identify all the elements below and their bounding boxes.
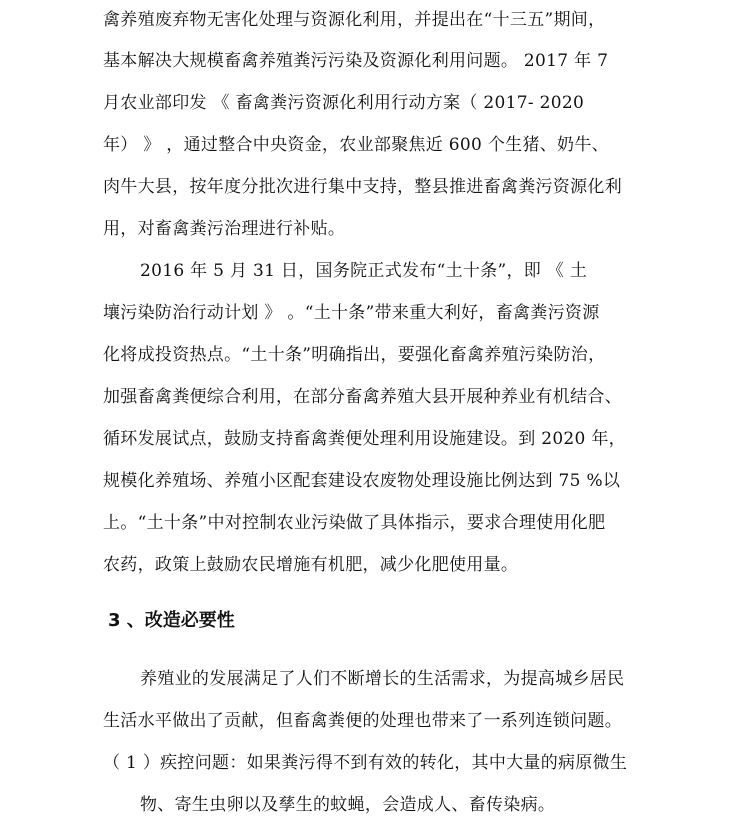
paragraph-3-line-1: 养殖业的发展满足了人们不断增长的生活需求，为提高城乡居民 [140, 669, 625, 689]
paragraph-1-line-4: 年） 》 ，通过整合中央资金，农业部聚焦近 600 个生猪、奶牛、 [103, 135, 609, 155]
paragraph-2-line-8: 农药，政策上鼓励农民增施有机肥，减少化肥使用量。 [103, 555, 519, 575]
paragraph-2-line-6: 规模化养殖场、养殖小区配套建设农废物处理设施比例达到 75 %以 [103, 471, 621, 491]
paragraph-1-line-2: 基本解决大规模畜禽养殖粪污污染及资源化利用问题。 2017 年 7 [103, 51, 609, 71]
section-heading: 3 、改造必要性 [108, 610, 235, 631]
paragraph-1-line-1: 禽养殖废弃物无害化处理与资源化利用，并提出在“十三五”期间， [103, 10, 606, 30]
paragraph-3-line-3: （ 1 ）疾控问题：如果粪污得不到有效的转化，其中大量的病原微生 [103, 753, 628, 773]
paragraph-2-line-1: 2016 年 5 月 31 日，国务院正式发布“土十条”，即 《 土 [140, 261, 588, 281]
paragraph-2-line-2: 壤污染防治行动计划 》 。“土十条”带来重大利好，畜禽粪污资源 [103, 303, 600, 323]
paragraph-2-line-4: 加强畜禽粪便综合利用，在部分畜禽养殖大县开展种养业有机结合、 [103, 387, 622, 407]
paragraph-3-line-4: 物、寄生虫卵以及孳生的蚊蝇，会造成人、畜传染病。 [140, 795, 556, 815]
paragraph-2-line-3: 化将成投资热点。“土十条”明确指出，要强化畜禽养殖污染防治， [103, 345, 606, 365]
paragraph-1-line-5: 肉牛大县，按年度分批次进行集中支持，整县推进畜禽粪污资源化利 [103, 177, 622, 197]
paragraph-2-line-5: 循环发展试点，鼓励支持畜禽粪便处理利用设施建设。到 2020 年， [103, 429, 626, 449]
paragraph-1-line-6: 用，对畜禽粪污治理进行补贴。 [103, 219, 346, 239]
paragraph-2-line-7: 上。“土十条”中对控制农业污染做了具体指示，要求合理使用化肥 [103, 513, 606, 533]
paragraph-3-line-2: 生活水平做出了贡献，但畜禽粪便的处理也带来了一系列连锁问题。 [103, 711, 622, 731]
paragraph-1-line-3: 月农业部印发 《 畜禽粪污资源化利用行动方案（ 2017- 2020 [103, 93, 585, 113]
